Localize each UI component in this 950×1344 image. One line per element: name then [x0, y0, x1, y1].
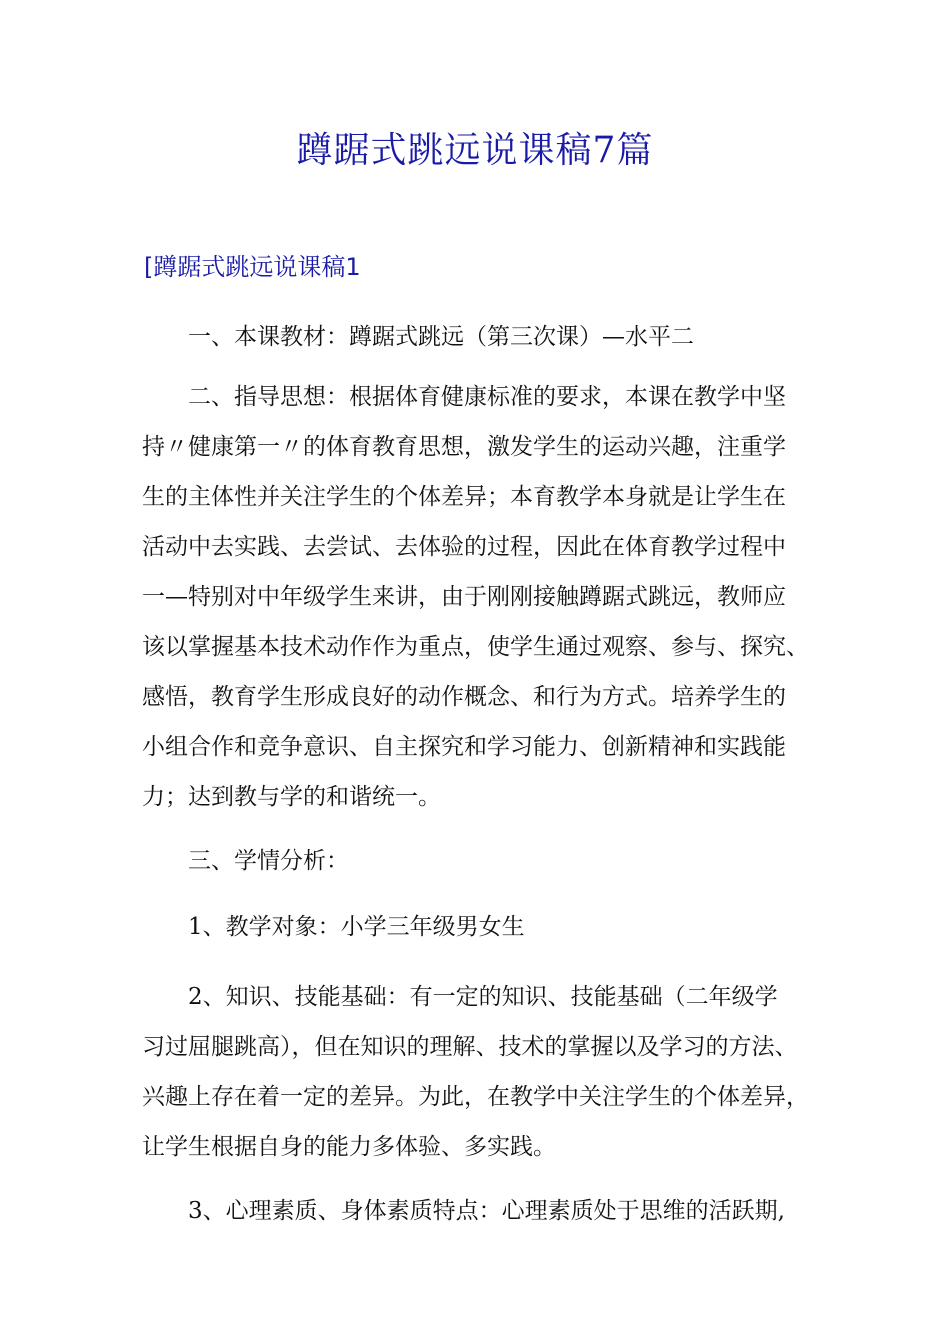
paragraph-line: 3、心理素质、身体素质特点：心理素质处于思维的活跃期, — [188, 1198, 785, 1224]
paragraph-line: 兴趣上存在着一定的差异。为此，在教学中关注学生的个体差异， — [142, 1084, 809, 1110]
paragraph-line: 小组合作和竞争意识、自主探究和学习能力、创新精神和实践能 — [142, 734, 786, 760]
paragraph-line: 1、教学对象：小学三年级男女生 — [188, 914, 525, 940]
paragraph-line: 该以掌握基本技术动作作为重点，使学生通过观察、参与、探究、 — [142, 634, 809, 660]
paragraph-guiding-idea — [142, 372, 832, 822]
paragraph-teaching-target — [142, 902, 832, 952]
paragraph-line: 一—特别对中年级学生来讲，由于刚刚接触蹲踞式跳远，教师应 — [142, 584, 786, 610]
paragraph-line: 活动中去实践、去尝试、去体验的过程，因此在体育教学过程中 — [142, 534, 786, 560]
paragraph-line: 三、学情分析： — [188, 848, 349, 874]
paragraph-line: 让学生根据自身的能力多体验、多实践。 — [142, 1134, 556, 1160]
paragraph-knowledge-basis — [142, 972, 832, 1172]
section-heading: [蹲踞式跳远说课稿1 — [144, 253, 361, 281]
paragraph-line: 习过屈腿跳高），但在知识的理解、技术的掌握以及学习的方法、 — [142, 1034, 798, 1060]
document-title: 蹲踞式跳远说课稿7篇 — [296, 130, 654, 171]
paragraph-line: 持〃健康第一〃的体育教育思想，激发学生的运动兴趣，注重学 — [142, 434, 786, 460]
paragraph-line: 一、本课教材：蹲踞式跳远（第三次课）—水平二 — [188, 324, 694, 350]
paragraph-line: 二、指导思想：根据体育健康标准的要求，本课在教学中坚 — [188, 384, 786, 410]
paragraph-line: 力；达到教与学的和谐统一。 — [142, 784, 441, 810]
paragraph-line: 感悟，教育学生形成良好的动作概念、和行为方式。培养学生的 — [142, 684, 786, 710]
paragraph-learner-analysis — [142, 836, 832, 886]
paragraph-line: 生的主体性并关注学生的个体差异；本育教学本身就是让学生在 — [142, 484, 786, 510]
paragraph-line: 2、知识、技能基础：有一定的知识、技能基础（二年级学 — [188, 984, 778, 1010]
paragraph-textbook — [142, 312, 832, 362]
paragraph-psychology — [142, 1186, 832, 1236]
